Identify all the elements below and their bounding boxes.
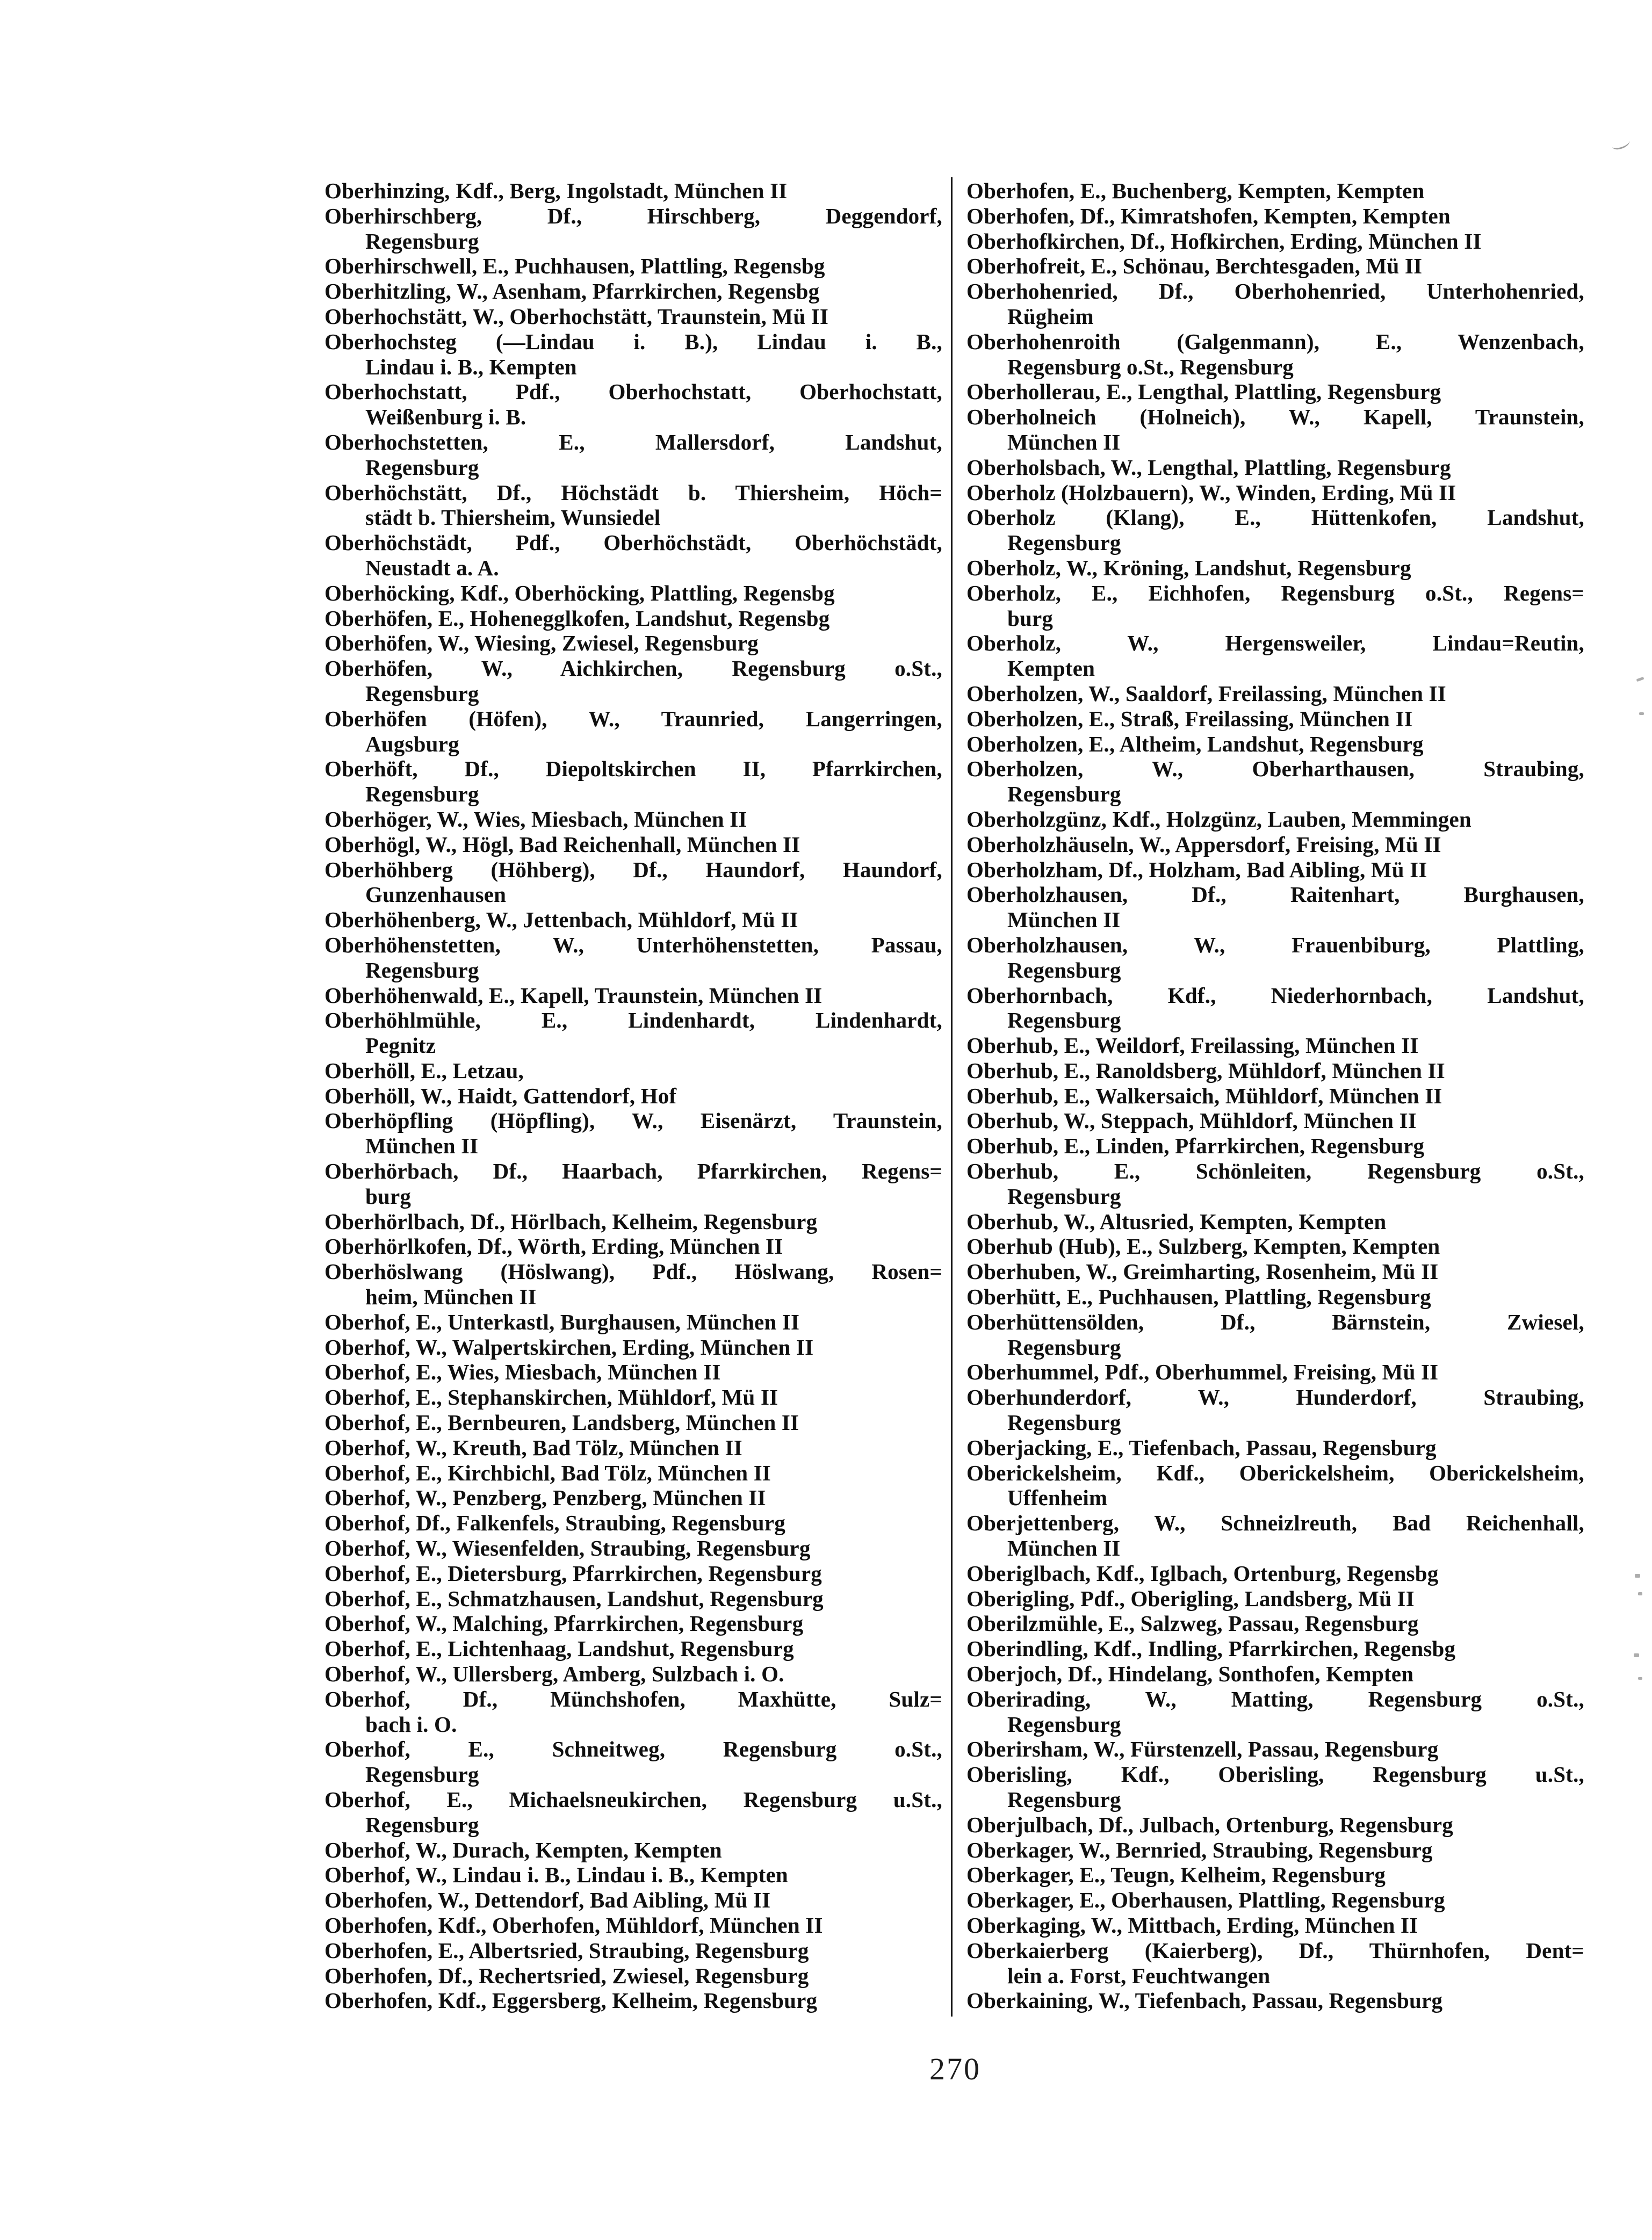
directory-entry bbox=[324, 807, 942, 832]
directory-entry bbox=[966, 480, 1584, 505]
directory-entry bbox=[324, 1611, 942, 1636]
directory-entry bbox=[324, 1108, 942, 1159]
entry-line: Oberholzen, W., Saaldorf, Freilassing, München II bbox=[966, 681, 1446, 706]
entry-line: München II bbox=[1007, 1536, 1121, 1561]
entry-line: Oberhörbach, Df., Haarbach, Pfarrkirchen, Regens= bbox=[324, 1159, 942, 1184]
directory-entry bbox=[324, 1259, 942, 1310]
entry-line: Oberhochstetten, E., Mallersdorf, Landshut, bbox=[324, 429, 942, 454]
entry-line: Regensburg bbox=[1007, 1410, 1121, 1435]
entry-line: Oberhofkirchen, Df., Hofkirchen, Erding, München II bbox=[966, 228, 1482, 254]
column-divider-rule bbox=[951, 177, 953, 2017]
entry-line: Oberkager, E., Teugn, Kelheim, Regensburg bbox=[966, 1862, 1386, 1888]
directory-entry bbox=[324, 933, 942, 983]
directory-column-right bbox=[966, 178, 1584, 2013]
entry-line: Oberjoch, Df., Hindelang, Sonthofen, Kempten bbox=[966, 1661, 1414, 1687]
entry-line: Oberhütt, E., Puchhausen, Plattling, Regensburg bbox=[966, 1284, 1431, 1310]
entry-line: Weißenburg i. B. bbox=[365, 404, 526, 430]
directory-entry bbox=[966, 1159, 1584, 1209]
entry-line: Oberhof, E., Schneitweg, Regensburg o.St., bbox=[324, 1737, 942, 1762]
entry-line: Oberhofreit, E., Schönau, Berchtesgaden, Mü II bbox=[966, 254, 1423, 279]
entry-line: Oberhörlkofen, Df., Wörth, Erding, München II bbox=[324, 1234, 783, 1259]
directory-entry bbox=[324, 983, 942, 1008]
entry-line: Regensburg bbox=[1007, 1334, 1121, 1360]
directory-entry bbox=[966, 857, 1584, 883]
entry-line: Oberhofen, Kdf., Eggersberg, Kelheim, Regensburg bbox=[324, 1988, 818, 2013]
entry-line: Oberhof, E., Stephanskirchen, Mühldorf, Mü II bbox=[324, 1385, 778, 1410]
entry-line: Oberhofen, Df., Rechertsried, Zwiesel, Regensburg bbox=[324, 1963, 809, 1988]
directory-entry bbox=[966, 1058, 1584, 1083]
entry-line: Oberhochstatt, Pdf., Oberhochstatt, Oberhochstatt, bbox=[324, 379, 942, 404]
entry-line: Oberhörlbach, Df., Hörlbach, Kelheim, Regensburg bbox=[324, 1209, 818, 1234]
entry-line: München II bbox=[365, 1133, 479, 1159]
directory-entry bbox=[966, 882, 1584, 933]
entry-line: Oberhof, E., Unterkastl, Burghausen, München II bbox=[324, 1309, 800, 1334]
entry-line: Oberhornbach, Kdf., Niederhornbach, Landshut, bbox=[966, 982, 1584, 1008]
directory-entry bbox=[324, 1988, 942, 2013]
directory-entry bbox=[966, 279, 1584, 329]
directory-entry bbox=[966, 1687, 1584, 1737]
entry-line: städt b. Thiersheim, Wunsiedel bbox=[365, 505, 661, 530]
entry-line: Oberhof, W., Lindau i. B., Lindau i. B., Kempten bbox=[324, 1862, 788, 1888]
entry-line: Oberhitzling, W., Asenham, Pfarrkirchen, Regensbg bbox=[324, 279, 820, 304]
directory-entry bbox=[966, 505, 1584, 555]
entry-line: Oberhof, E., Schmatzhausen, Landshut, Regensburg bbox=[324, 1586, 824, 1611]
entry-line: burg bbox=[1007, 605, 1054, 631]
directory-entry bbox=[324, 907, 942, 933]
directory-entry bbox=[324, 430, 942, 480]
directory-entry bbox=[324, 1536, 942, 1561]
entry-line: Oberjacking, E., Tiefenbach, Passau, Regensburg bbox=[966, 1435, 1437, 1460]
entry-line: Oberholzen, E., Straß, Freilassing, München II bbox=[966, 706, 1413, 731]
entry-line: Regensburg bbox=[365, 782, 479, 807]
directory-entry bbox=[324, 1913, 942, 1938]
directory-entry bbox=[966, 404, 1584, 455]
entry-line: Oberhöll, E., Letzau, bbox=[324, 1058, 524, 1083]
entry-line: Oberhub, E., Linden, Pfarrkirchen, Regensburg bbox=[966, 1133, 1425, 1159]
scan-artifact bbox=[1634, 1653, 1639, 1657]
directory-entry bbox=[324, 1787, 942, 1838]
directory-entry bbox=[966, 1838, 1584, 1863]
entry-line: Oberigling, Pdf., Oberigling, Landsberg, Mü II bbox=[966, 1586, 1415, 1611]
directory-entry bbox=[966, 1385, 1584, 1435]
entry-line: Oberholz, W., Hergensweiler, Lindau=Reutin, bbox=[966, 631, 1584, 656]
directory-entry bbox=[324, 254, 942, 279]
entry-line: Oberholzham, Df., Holzham, Bad Aibling, Mü II bbox=[966, 857, 1427, 882]
entry-line: Oberilzmühle, E., Salzweg, Passau, Regensburg bbox=[966, 1611, 1419, 1636]
directory-entry bbox=[324, 1938, 942, 1963]
entry-line: Oberhof, W., Malching, Pfarrkirchen, Regensburg bbox=[324, 1611, 804, 1636]
directory-entry bbox=[324, 1687, 942, 1737]
entry-line: Oberhofen, E., Buchenberg, Kempten, Kempten bbox=[966, 178, 1425, 203]
directory-entry bbox=[966, 983, 1584, 1034]
directory-entry bbox=[966, 933, 1584, 983]
entry-line: Oberhöhenberg, W., Jettenbach, Mühldorf, Mü II bbox=[324, 907, 798, 933]
directory-entry bbox=[324, 379, 942, 430]
entry-line: Oberhöft, Df., Diepoltskirchen II, Pfarrkirchen, bbox=[324, 756, 942, 782]
directory-entry bbox=[324, 1511, 942, 1536]
entry-line: Oberhof, E., Michaelsneukirchen, Regensburg u.St., bbox=[324, 1787, 942, 1812]
entry-line: Oberhüttensölden, Df., Bärnstein, Zwiesel, bbox=[966, 1309, 1584, 1334]
directory-entry bbox=[966, 832, 1584, 857]
entry-line: Oberhofen, W., Dettendorf, Bad Aibling, Mü II bbox=[324, 1888, 771, 1913]
entry-line: Oberkager, W., Bernried, Straubing, Regensburg bbox=[966, 1837, 1433, 1862]
directory-entry bbox=[966, 807, 1584, 832]
directory-entry bbox=[966, 1737, 1584, 1762]
entry-line: Oberhub, E., Schönleiten, Regensburg o.St., bbox=[966, 1159, 1584, 1184]
entry-line: Oberhinzing, Kdf., Berg, Ingolstadt, München II bbox=[324, 178, 788, 203]
entry-line: Oberhof, W., Kreuth, Bad Tölz, München II bbox=[324, 1435, 742, 1460]
entry-line: Regensburg bbox=[365, 681, 479, 706]
directory-column-left bbox=[324, 178, 942, 2013]
entry-line: lein a. Forst, Feuchtwangen bbox=[1007, 1963, 1271, 1988]
directory-entry bbox=[966, 229, 1584, 254]
entry-line: Oberhöhenstetten, W., Unterhöhenstetten, Passau, bbox=[324, 932, 942, 957]
directory-entry bbox=[324, 1888, 942, 1913]
entry-line: Oberhof, W., Walpertskirchen, Erding, München II bbox=[324, 1334, 814, 1360]
scan-artifact bbox=[1636, 677, 1644, 682]
page-number: 270 bbox=[929, 2051, 981, 2086]
directory-entry bbox=[966, 1461, 1584, 1511]
entry-line: Oberhöfen, W., Wiesing, Zwiesel, Regensburg bbox=[324, 631, 759, 656]
directory-entry bbox=[324, 706, 942, 757]
scan-artifact bbox=[1638, 1677, 1642, 1680]
directory-entry bbox=[324, 1838, 942, 1863]
entry-line: Oberhofen, E., Albertsried, Straubing, Regensburg bbox=[324, 1938, 809, 1963]
directory-entry bbox=[966, 178, 1584, 204]
directory-entry bbox=[324, 1636, 942, 1661]
directory-entry bbox=[324, 1335, 942, 1360]
entry-line: Oberholsbach, W., Lengthal, Plattling, Regensburg bbox=[966, 454, 1451, 480]
directory-entry bbox=[324, 1008, 942, 1058]
entry-line: Regensburg bbox=[365, 454, 479, 480]
entry-line: Oberkaierberg (Kaierberg), Df., Thürnhofen, Dent= bbox=[966, 1938, 1584, 1963]
directory-entry bbox=[324, 581, 942, 606]
directory-entry bbox=[324, 1310, 942, 1335]
entry-line: Oberhirschberg, Df., Hirschberg, Deggendorf, bbox=[324, 203, 942, 228]
entry-line: Oberkaining, W., Tiefenbach, Passau, Regensburg bbox=[966, 1988, 1443, 2013]
entry-line: Uffenheim bbox=[1007, 1485, 1108, 1511]
entry-line: Regensburg bbox=[1007, 1711, 1121, 1737]
entry-line: Oberhunderdorf, W., Hunderdorf, Straubing, bbox=[966, 1385, 1584, 1410]
directory-entry bbox=[966, 1586, 1584, 1612]
directory-entry bbox=[324, 304, 942, 329]
entry-line: Oberhöhenwald, E., Kapell, Traunstein, München II bbox=[324, 982, 823, 1008]
entry-line: Oberiglbach, Kdf., Iglbach, Ortenburg, Regensbg bbox=[966, 1560, 1439, 1586]
entry-line: Oberhub, E., Ranoldsberg, Mühldorf, München II bbox=[966, 1058, 1445, 1083]
entry-line: Oberhollerau, E., Lengthal, Plattling, Regensburg bbox=[966, 379, 1441, 404]
directory-entry bbox=[324, 204, 942, 254]
entry-line: Oberholzhausen, Df., Raitenhart, Burghausen, bbox=[966, 882, 1584, 907]
directory-entry bbox=[324, 1209, 942, 1234]
entry-line: Oberirading, W., Matting, Regensburg o.St., bbox=[966, 1686, 1584, 1711]
entry-line: Oberhof, W., Durach, Kempten, Kempten bbox=[324, 1837, 722, 1862]
entry-line: Oberjettenberg, W., Schneizlreuth, Bad Reichenhall, bbox=[966, 1511, 1584, 1536]
directory-entry bbox=[966, 581, 1584, 631]
directory-entry bbox=[966, 1234, 1584, 1259]
directory-entry bbox=[966, 204, 1584, 229]
entry-line: Oberhof, W., Ullersberg, Amberg, Sulzbach i. O. bbox=[324, 1661, 784, 1687]
directory-entry bbox=[966, 681, 1584, 706]
entry-line: Oberhöll, W., Haidt, Gattendorf, Hof bbox=[324, 1083, 677, 1108]
directory-entry bbox=[324, 480, 942, 531]
directory-entry bbox=[966, 1888, 1584, 1913]
scan-artifact bbox=[1611, 136, 1631, 151]
directory-entry bbox=[966, 1083, 1584, 1109]
entry-line: Regensburg bbox=[365, 957, 479, 982]
directory-entry bbox=[966, 1913, 1584, 1938]
directory-entry bbox=[966, 254, 1584, 279]
entry-line: Gunzenhausen bbox=[365, 882, 507, 907]
entry-line: Oberirsham, W., Fürstenzell, Passau, Regensburg bbox=[966, 1737, 1439, 1762]
entry-line: Oberhof, E., Kirchbichl, Bad Tölz, München II bbox=[324, 1460, 771, 1485]
directory-entry bbox=[966, 1209, 1584, 1234]
entry-line: Oberhöpfling (Höpfling), W., Eisenärzt, Traunstein, bbox=[324, 1108, 942, 1133]
entry-line: Oberholneich (Holneich), W., Kapell, Traunstein, bbox=[966, 404, 1584, 430]
entry-line: Regensburg bbox=[365, 228, 479, 254]
entry-line: Rügheim bbox=[1007, 304, 1094, 329]
entry-line: Oberhof, Df., Falkenfels, Straubing, Regensburg bbox=[324, 1511, 785, 1536]
entry-line: Oberhub, W., Altusried, Kempten, Kempten bbox=[966, 1209, 1387, 1234]
directory-entry bbox=[324, 1159, 942, 1209]
directory-entry bbox=[966, 555, 1584, 581]
entry-line: Oberhögl, W., Högl, Bad Reichenhall, München II bbox=[324, 832, 800, 857]
directory-entry bbox=[966, 1259, 1584, 1284]
entry-line: Regensburg bbox=[365, 1762, 479, 1787]
entry-line: Oberholzen, E., Altheim, Landshut, Regensburg bbox=[966, 731, 1424, 756]
entry-line: Oberhummel, Pdf., Oberhummel, Freising, Mü II bbox=[966, 1360, 1439, 1385]
entry-line: Oberholzhäuseln, W., Appersdorf, Freising, Mü II bbox=[966, 832, 1441, 857]
directory-entry bbox=[324, 530, 942, 581]
directory-entry bbox=[966, 455, 1584, 480]
entry-line: Regensburg bbox=[1007, 1183, 1121, 1209]
entry-line: Oberkager, E., Oberhausen, Plattling, Regensburg bbox=[966, 1888, 1445, 1913]
entry-line: Oberholz (Klang), E., Hüttenkofen, Landshut, bbox=[966, 505, 1584, 530]
directory-entry bbox=[966, 379, 1584, 404]
directory-entry bbox=[966, 706, 1584, 732]
directory-entry bbox=[966, 1133, 1584, 1159]
directory-entry bbox=[966, 1762, 1584, 1812]
entry-line: Kempten bbox=[1007, 656, 1095, 681]
directory-entry bbox=[324, 279, 942, 304]
directory-entry bbox=[324, 1058, 942, 1083]
entry-line: Oberhochstätt, W., Oberhochstätt, Traunstein, Mü II bbox=[324, 304, 829, 329]
entry-line: Oberhuben, W., Greimharting, Rosenheim, Mü II bbox=[966, 1259, 1439, 1284]
scan-artifact bbox=[1638, 1592, 1642, 1595]
entry-line: Oberhof, E., Dietersburg, Pfarrkirchen, Regensburg bbox=[324, 1560, 822, 1586]
entry-line: München II bbox=[1007, 429, 1121, 454]
entry-line: bach i. O. bbox=[365, 1711, 457, 1737]
directory-entry bbox=[324, 1737, 942, 1787]
entry-line: Oberhöcking, Kdf., Oberhöcking, Plattling, Regensbg bbox=[324, 580, 835, 605]
directory-entry bbox=[324, 1083, 942, 1109]
directory-entry bbox=[324, 1410, 942, 1435]
directory-entry bbox=[324, 1485, 942, 1511]
entry-line: Oberhöhberg (Höhberg), Df., Haundorf, Haundorf, bbox=[324, 857, 942, 882]
entry-line: Oberickelsheim, Kdf., Oberickelsheim, Oberickelsheim, bbox=[966, 1460, 1584, 1485]
directory-entry bbox=[966, 1360, 1584, 1385]
entry-line: Oberhofen, Kdf., Oberhofen, Mühldorf, München II bbox=[324, 1912, 823, 1938]
directory-entry bbox=[966, 631, 1584, 681]
entry-line: Oberkaging, W., Mittbach, Erding, München II bbox=[966, 1912, 1418, 1938]
directory-entry bbox=[966, 1310, 1584, 1360]
entry-line: Oberhohenroith (Galgenmann), E., Wenzenbach, bbox=[966, 329, 1584, 354]
directory-entry bbox=[324, 756, 942, 807]
directory-entry bbox=[324, 1435, 942, 1461]
entry-line: Oberhof, E., Bernbeuren, Landsberg, München II bbox=[324, 1410, 799, 1435]
directory-entry bbox=[324, 656, 942, 706]
entry-line: Regensburg bbox=[1007, 1787, 1121, 1812]
directory-entry bbox=[324, 178, 942, 204]
directory-entry bbox=[966, 1988, 1584, 2013]
directory-entry bbox=[324, 1586, 942, 1612]
entry-line: Oberhöchstädt, Pdf., Oberhöchstädt, Oberhöchstädt, bbox=[324, 530, 942, 555]
directory-entry bbox=[966, 1812, 1584, 1838]
entry-line: Oberhöfen, W., Aichkirchen, Regensburg o.St., bbox=[324, 656, 942, 681]
directory-entry bbox=[324, 1661, 942, 1687]
entry-line: Oberhof, W., Penzberg, Penzberg, München II bbox=[324, 1485, 766, 1511]
entry-line: Lindau i. B., Kempten bbox=[365, 354, 577, 379]
entry-line: Oberholz (Holzbauern), W., Winden, Erding, Mü II bbox=[966, 480, 1456, 505]
entry-line: Regensburg bbox=[365, 1812, 479, 1837]
directory-entry bbox=[966, 1033, 1584, 1058]
directory-entry bbox=[966, 329, 1584, 380]
directory-entry bbox=[966, 1284, 1584, 1310]
directory-entry bbox=[324, 1561, 942, 1586]
entry-line: burg bbox=[365, 1183, 412, 1209]
entry-line: Regensburg bbox=[1007, 1008, 1121, 1033]
directory-entry bbox=[966, 732, 1584, 757]
directory-entry bbox=[966, 1511, 1584, 1561]
entry-line: Oberholz, W., Kröning, Landshut, Regensburg bbox=[966, 555, 1411, 580]
entry-line: Oberhub, W., Steppach, Mühldorf, München II bbox=[966, 1108, 1417, 1133]
directory-entry bbox=[324, 329, 942, 380]
directory-entry bbox=[966, 1862, 1584, 1888]
entry-line: Oberhof, E., Wies, Miesbach, München II bbox=[324, 1360, 721, 1385]
entry-line: Oberhof, E., Lichtenhaag, Landshut, Regensburg bbox=[324, 1636, 794, 1661]
entry-line: München II bbox=[1007, 907, 1121, 933]
scan-artifact bbox=[1639, 712, 1644, 715]
directory-entry bbox=[966, 1108, 1584, 1133]
directory-entry bbox=[324, 1862, 942, 1888]
entry-line: Oberhöger, W., Wies, Miesbach, München II bbox=[324, 806, 747, 832]
entry-line: Oberhofen, Df., Kimratshofen, Kempten, Kempten bbox=[966, 203, 1451, 228]
entry-line: Oberhöfen, E., Hohenegglkofen, Landshut, Regensbg bbox=[324, 605, 830, 631]
entry-line: Oberindling, Kdf., Indling, Pfarrkirchen, Regensbg bbox=[966, 1636, 1456, 1661]
entry-line: Oberhöchstätt, Df., Höchstädt b. Thiersheim, Höch= bbox=[324, 480, 942, 505]
directory-entry bbox=[966, 1561, 1584, 1586]
directory-entry bbox=[324, 857, 942, 908]
entry-line: Oberhirschwell, E., Puchhausen, Plattling, Regensbg bbox=[324, 254, 825, 279]
entry-line: Oberhof, Df., Münchshofen, Maxhütte, Sulz= bbox=[324, 1686, 942, 1711]
entry-line: Oberholzhausen, W., Frauenbiburg, Plattling, bbox=[966, 932, 1584, 957]
directory-entry bbox=[966, 1661, 1584, 1687]
entry-line: Oberhof, W., Wiesenfelden, Straubing, Regensburg bbox=[324, 1536, 811, 1561]
directory-entry bbox=[324, 606, 942, 631]
directory-entry bbox=[324, 1963, 942, 1989]
directory-entry bbox=[966, 1938, 1584, 1989]
directory-entry bbox=[324, 1360, 942, 1385]
directory-entry bbox=[966, 1611, 1584, 1636]
directory-entry bbox=[324, 832, 942, 857]
directory-entry bbox=[966, 756, 1584, 807]
directory-entry bbox=[966, 1636, 1584, 1661]
entry-line: Oberhochsteg (—Lindau i. B.), Lindau i. B., bbox=[324, 329, 942, 354]
entry-line: Oberholz, E., Eichhofen, Regensburg o.St., Regens= bbox=[966, 580, 1584, 605]
entry-line: Regensburg o.St., Regensburg bbox=[1007, 354, 1294, 379]
directory-entry bbox=[966, 1435, 1584, 1461]
entry-line: Neustadt a. A. bbox=[365, 555, 499, 580]
entry-line: Oberholzgünz, Kdf., Holzgünz, Lauben, Memmingen bbox=[966, 806, 1471, 832]
directory-entry bbox=[324, 631, 942, 656]
entry-line: Regensburg bbox=[1007, 957, 1121, 982]
entry-line: Pegnitz bbox=[365, 1033, 436, 1058]
directory-entry bbox=[324, 1461, 942, 1486]
entry-line: Oberhub, E., Weildorf, Freilassing, München II bbox=[966, 1033, 1419, 1058]
entry-line: Oberhöfen (Höfen), W., Traunried, Langerringen, bbox=[324, 706, 942, 731]
scan-artifact bbox=[1635, 1574, 1640, 1578]
entry-line: Oberholzen, W., Oberharthausen, Straubing, bbox=[966, 756, 1584, 782]
entry-line: Oberhöslwang (Höslwang), Pdf., Höslwang, Rosen= bbox=[324, 1259, 942, 1284]
entry-line: Regensburg bbox=[1007, 530, 1121, 555]
entry-line: Oberhohenried, Df., Oberhohenried, Unterhohenried, bbox=[966, 279, 1584, 304]
entry-line: Oberisling, Kdf., Oberisling, Regensburg u.St., bbox=[966, 1762, 1584, 1787]
directory-entry bbox=[324, 1385, 942, 1410]
entry-line: Augsburg bbox=[365, 731, 459, 756]
entry-line: Oberjulbach, Df., Julbach, Ortenburg, Regensburg bbox=[966, 1812, 1453, 1837]
entry-line: Oberhub, E., Walkersaich, Mühldorf, München II bbox=[966, 1083, 1442, 1108]
entry-line: Oberhub (Hub), E., Sulzberg, Kempten, Kempten bbox=[966, 1234, 1440, 1259]
entry-line: Oberhöhlmühle, E., Lindenhardt, Lindenhardt, bbox=[324, 1008, 942, 1033]
entry-line: heim, München II bbox=[365, 1284, 537, 1310]
directory-entry bbox=[324, 1234, 942, 1259]
entry-line: Regensburg bbox=[1007, 782, 1121, 807]
